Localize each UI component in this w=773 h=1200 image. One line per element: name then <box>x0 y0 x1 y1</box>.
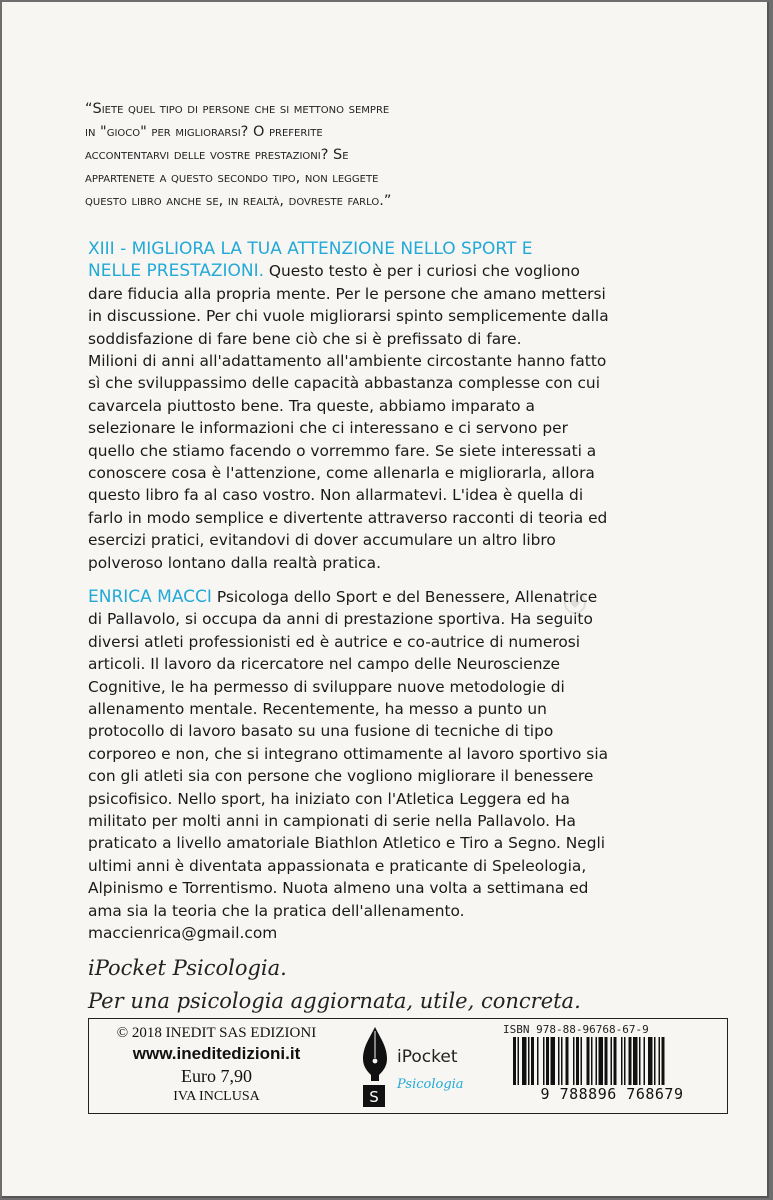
author-bio-line: articoli. Il lavoro da ricercatore nel campo delle Neuroscienze <box>88 655 561 674</box>
author-bio-line: di Pallavolo, si occupa da anni di prestazione sportiva. Ha seguito <box>88 610 593 629</box>
description-line: conoscere cosa è l'attenzione, come allenarla e migliorarla, allora <box>88 464 595 483</box>
series-motto <box>88 952 748 1018</box>
barcode-bar <box>629 1037 632 1085</box>
barcode-bar <box>596 1037 598 1085</box>
author-first-line <box>88 586 728 608</box>
description-line: polveroso lontano dalla realtà pratica. <box>88 553 381 572</box>
logo-sub: Psicologia <box>397 1077 464 1092</box>
author-bio-line: militato per molti anni in campionati di serie nella Pallavolo. Ha <box>88 812 576 831</box>
barcode-bar <box>624 1037 626 1085</box>
barcode-bar <box>566 1037 569 1085</box>
description-line: cavarcela piuttosto bene. Tra queste, abbiamo imparato a <box>88 396 535 415</box>
barcode-bar <box>614 1037 617 1085</box>
book-back-cover <box>2 2 769 1198</box>
book-title-part1: XIII - MIGLIORA LA TUA ATTENZIONE NELLO SPORT E <box>88 239 533 259</box>
author-bio-line: protocollo di lavoro basato su una fusione di tecniche di tipo <box>88 722 554 741</box>
barcode-bar <box>605 1037 608 1085</box>
author-bio-line: Alpinismo e Torrentismo. Nuota almeno una volta a settimana ed <box>88 879 589 898</box>
book-description <box>88 238 728 574</box>
motto-line-1: iPocket Psicologia. <box>88 956 287 980</box>
barcode-bar <box>573 1037 575 1085</box>
description-line: dare fiducia alla propria mente. Per le persone che amano mettersi <box>88 284 606 303</box>
barcode-bar <box>639 1037 641 1085</box>
author-bio-line: Cognitive, le ha permesso di sviluppare nuove metodologie di <box>88 677 565 696</box>
author-bio-line: psicofisico. Nello sport, ha iniziato con l'Atletica Leggera ed ha <box>88 789 570 808</box>
barcode-bar <box>513 1037 516 1085</box>
description-line: Milioni di anni all'adattamento all'ambiente circostante hanno fatto <box>88 352 607 371</box>
cover-quote <box>85 98 525 213</box>
author-bio-line: allenamento mentale. Recentemente, ha messo a punto un <box>88 700 547 719</box>
publisher-website: www.ineditedizioni.it <box>132 1044 301 1063</box>
barcode-bar <box>561 1037 563 1085</box>
description-line: quello che stiamo facendo o vorremmo fare. Se siete interessati a <box>88 441 597 460</box>
copyright-text: © 2018 INEDIT SAS EDIZIONI <box>116 1025 317 1041</box>
barcode-bar <box>644 1037 646 1085</box>
author-bio-line: corporeo e non, che si integrano ottimamente al lavoro sportivo sia <box>88 744 609 763</box>
barcode-bar <box>581 1037 583 1085</box>
vat-text: IVA INCLUSA <box>173 1089 260 1104</box>
barcode-bar <box>633 1037 638 1085</box>
barcode-digits: 9 788896 768679 <box>540 1085 684 1103</box>
author-bio-text: Psicologa dello Sport e del Benessere, Allenatrice <box>211 588 598 606</box>
author-bio-line: diversi atleti professionisti ed è autrice e co-autrice di numerosi <box>88 632 581 651</box>
quote-line: in "gioco" per migliorarsi? O preferite <box>85 124 323 140</box>
author-email: maccienrica@gmail.com <box>88 924 278 943</box>
quote-line: appartenete a questo secondo tipo, non leggete <box>85 170 379 186</box>
barcode-bar <box>648 1037 653 1085</box>
book-title-line <box>88 238 728 260</box>
barcode-bar <box>587 1037 590 1085</box>
description-line: soddisfazione di fare bene ciò che si è prefissato di fare. <box>88 329 522 348</box>
logo-letter: S <box>369 1088 379 1106</box>
barcode-bar <box>528 1037 530 1085</box>
author-bio-line: ama sia la teoria che la pratica dell'allenamento. <box>88 901 465 920</box>
logo-brand: iPocket <box>397 1047 458 1067</box>
author-bio <box>88 586 728 945</box>
isbn-barcode-area <box>499 1021 725 1109</box>
description-line: in discussione. Per chi vuole migliorarsi spinto semplicemente dalla <box>88 307 609 326</box>
description-line: esercizi pratici, evitandovi di dover accumulare un altro libro <box>88 531 556 550</box>
barcode-bar <box>599 1037 604 1085</box>
description-text: Questo testo è per i curiosi che vogliono <box>264 262 580 281</box>
price-text: Euro 7,90 <box>181 1066 252 1086</box>
publisher-info <box>89 1023 344 1106</box>
author-bio-line: ultimi anni è diventata appassionata e praticante di Speleologia, <box>88 856 587 875</box>
description-line: farlo in modo semplice e divertente attraverso racconti di teoria ed <box>88 508 608 527</box>
book-title-part2: NELLE PRESTAZIONI. <box>88 261 265 282</box>
barcode-bar <box>522 1037 527 1085</box>
barcode-bar <box>543 1037 545 1085</box>
description-first-line <box>88 260 728 282</box>
author-bio-line: praticato a livello amatoriale Biathlon Atletico e Tiro a Segno. Negli <box>88 834 606 853</box>
barcode-bar <box>551 1037 556 1085</box>
quote-line: “Siete quel tipo di persone che si mettono sempre <box>85 101 390 117</box>
barcode-bar <box>558 1037 560 1085</box>
barcode-bar <box>654 1037 656 1085</box>
description-line: selezionare le informazioni che ci interessano e ci servono per <box>88 419 568 438</box>
isbn-text: ISBN 978-88-96768-67-9 <box>503 1023 649 1036</box>
barcode-bar <box>546 1037 549 1085</box>
pen-nib-icon <box>357 1025 393 1109</box>
quote-line: questo libro anche se, in realtà, dovreste farlo.” <box>85 193 392 209</box>
description-line: sì che sviluppassimo delle capacità abbastanza complesse con cui <box>88 374 600 393</box>
barcode-bar <box>531 1037 534 1085</box>
publisher-info-box <box>88 1018 728 1114</box>
barcode-bar <box>537 1037 539 1085</box>
ipocket-logo <box>357 1025 497 1109</box>
author-name: ENRICA MACCI <box>88 587 212 607</box>
barcode-bar <box>591 1037 593 1085</box>
barcode-bar <box>518 1037 520 1085</box>
quote-line: accontentarvi delle vostre prestazioni? Se <box>85 147 349 163</box>
barcode-bar <box>576 1037 579 1085</box>
barcode-bar <box>611 1037 613 1085</box>
description-line: questo libro fa al caso vostro. Non allarmatevi. L'idea è quella di <box>88 486 584 505</box>
barcode-bar <box>659 1037 661 1085</box>
barcode-graphic <box>499 1037 725 1085</box>
barcode-bar <box>621 1037 623 1085</box>
author-bio-line: con gli atleti sia con persone che vogliono migliorare il benessere <box>88 767 594 786</box>
barcode-bar <box>662 1037 665 1085</box>
motto-line-2: Per una psicologia aggiornata, utile, concreta. <box>88 989 581 1013</box>
